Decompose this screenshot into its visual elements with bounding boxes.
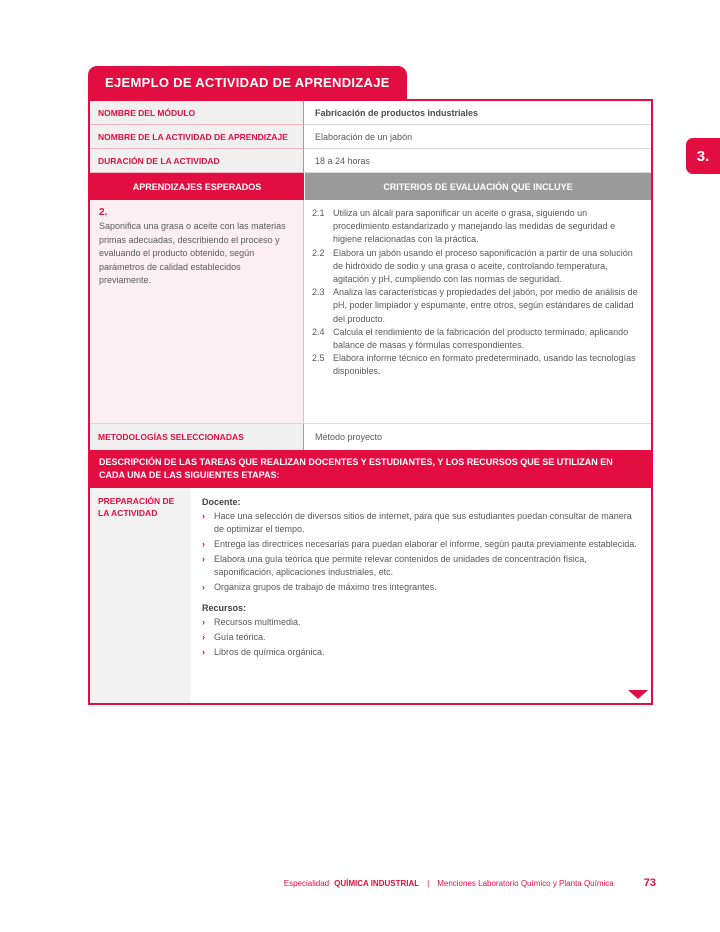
preparation-label: PREPARACIÓN DE LA ACTIVIDAD: [90, 488, 191, 703]
expected-learning-header: APRENDIZAJES ESPERADOS: [90, 173, 304, 200]
bullet-arrow-icon: ›: [202, 632, 205, 642]
preparation-content: [191, 488, 651, 703]
criterion-text: Elabora un jabón usando el proceso saponificación a partir de una solución de hidróxido de sodio y una grasa o aceite, controlando temperatura, agitación y pH, cumpliendo con las normas de seguridad.: [333, 247, 633, 285]
learning-content-row: [90, 200, 651, 423]
bullet-arrow-icon: ›: [202, 617, 205, 627]
module-row: [90, 101, 651, 125]
methodology-label: METODOLOGÍAS SELECCIONADAS: [90, 424, 304, 450]
criterion-item: [312, 326, 641, 352]
criterion-text: Elabora informe técnico en formato predeterminado, usando las tecnologías disponibles.: [333, 353, 636, 377]
continuation-arrow-icon: [628, 690, 648, 699]
methodology-row: [90, 423, 651, 450]
recursos-item: [202, 616, 637, 629]
description-banner: DESCRIPCIÓN DE LAS TAREAS QUE REALIZAN DOCENTES Y ESTUDIANTES, Y LOS RECURSOS QUE SE UTILIZAN EN CADA UNA DE LAS SIGUIENTES ETAPAS:: [90, 450, 651, 488]
docente-item-text: Organiza grupos de trabajo de máximo tres integrantes.: [214, 582, 437, 592]
bullet-arrow-icon: ›: [202, 554, 205, 564]
criterion-item: [312, 247, 641, 287]
docente-item-text: Elabora una guía teórica que permite relevar contenidos de unidades de concentración física, saponificación, aplicaciones industriales, etc.: [214, 554, 587, 577]
criterion-item: [312, 207, 641, 247]
bullet-arrow-icon: ›: [202, 539, 205, 549]
activity-name-value: Elaboración de un jabón: [304, 125, 651, 149]
footer-page-number: 73: [643, 877, 656, 889]
recursos-item-text: Recursos multimedia.: [214, 617, 301, 627]
footer-separator: |: [427, 878, 430, 888]
criterion-number: 2.5: [312, 353, 325, 364]
activity-name-label: NOMBRE DE LA ACTIVIDAD DE APRENDIZAJE: [90, 125, 304, 149]
footer-specialty-name: QUÍMICA INDUSTRIAL: [334, 878, 420, 888]
criterion-text: Calcula el rendimiento de la fabricación del producto terminado, aplicando balance de masas y fórmulas correspondientes.: [333, 326, 629, 351]
duration-row: [90, 149, 651, 173]
section-tab: 3.: [686, 138, 720, 174]
docente-item: [202, 538, 637, 551]
expected-learning-number: 2.: [99, 207, 108, 218]
recursos-item: [202, 631, 637, 644]
duration-label: DURACIÓN DE LA ACTIVIDAD: [90, 149, 304, 173]
criterion-item: [312, 352, 641, 378]
module-label: NOMBRE DEL MÓDULO: [90, 101, 304, 125]
criteria-header: CRITERIOS DE EVALUACIÓN QUE INCLUYE: [304, 173, 651, 200]
methodology-value: Método proyecto: [304, 424, 651, 450]
activity-table: [88, 99, 653, 705]
activity-name-row: [90, 125, 651, 149]
criterion-item: [312, 286, 641, 326]
criterion-number: 2.2: [312, 247, 325, 258]
footer-mentions: Menciones Laboratorio Químico y Planta Química: [437, 878, 614, 888]
preparation-row: [90, 488, 651, 703]
recursos-item-text: Libros de química orgánica.: [214, 647, 325, 657]
criteria-list: [304, 200, 651, 423]
footer-specialty-prefix: Especialidad: [283, 878, 330, 888]
criterion-text: Utiliza un álcali para saponificar un aceite o grasa, siguiendo un procedimiento estandarizado y manejando las medidas de seguridad e higiene relacionadas con la práctica.: [333, 208, 616, 245]
recursos-item-text: Guía teórica.: [214, 632, 266, 642]
learning-header-row: [90, 173, 651, 200]
docente-item-text: Hace una selección de diversos sitios de internet, para que sus estudiantes puedan consultar de manera de optimizar el tiempo.: [214, 511, 632, 534]
docente-item: [202, 510, 637, 536]
criterion-number: 2.1: [312, 208, 325, 218]
bullet-arrow-icon: ›: [202, 647, 205, 657]
recursos-item: [202, 646, 637, 659]
docente-heading: Docente:: [202, 497, 241, 507]
expected-learning-text: Saponifica una grasa o aceite con las materias primas adecuadas, describiendo el proceso y evaluando el producto obtenido, según parámetros de calidad establecidos previamente.: [99, 221, 286, 285]
footer: [0, 877, 656, 889]
docente-item: [202, 581, 637, 594]
expected-learning-cell: [90, 200, 304, 423]
recursos-heading: Recursos:: [202, 603, 247, 613]
page-title: EJEMPLO DE ACTIVIDAD DE APRENDIZAJE: [88, 66, 407, 99]
criterion-number: 2.3: [312, 287, 325, 298]
module-value: Fabricación de productos industriales: [304, 101, 651, 125]
criterion-text: Analiza las características y propiedades del jabón, por medio de análisis de pH, poder limpiador y espumante, entre otros, según estándares de calidad del producto.: [333, 287, 638, 324]
bullet-arrow-icon: ›: [202, 511, 205, 521]
duration-value: 18 a 24 horas: [304, 149, 651, 173]
docente-item: [202, 553, 637, 579]
criterion-number: 2.4: [312, 326, 325, 337]
docente-item-text: Entrega las directrices necesarias para puedan elaborar el informe, según pauta previamente establecida.: [214, 539, 637, 549]
bullet-arrow-icon: ›: [202, 582, 205, 592]
footer-text: [284, 879, 614, 888]
